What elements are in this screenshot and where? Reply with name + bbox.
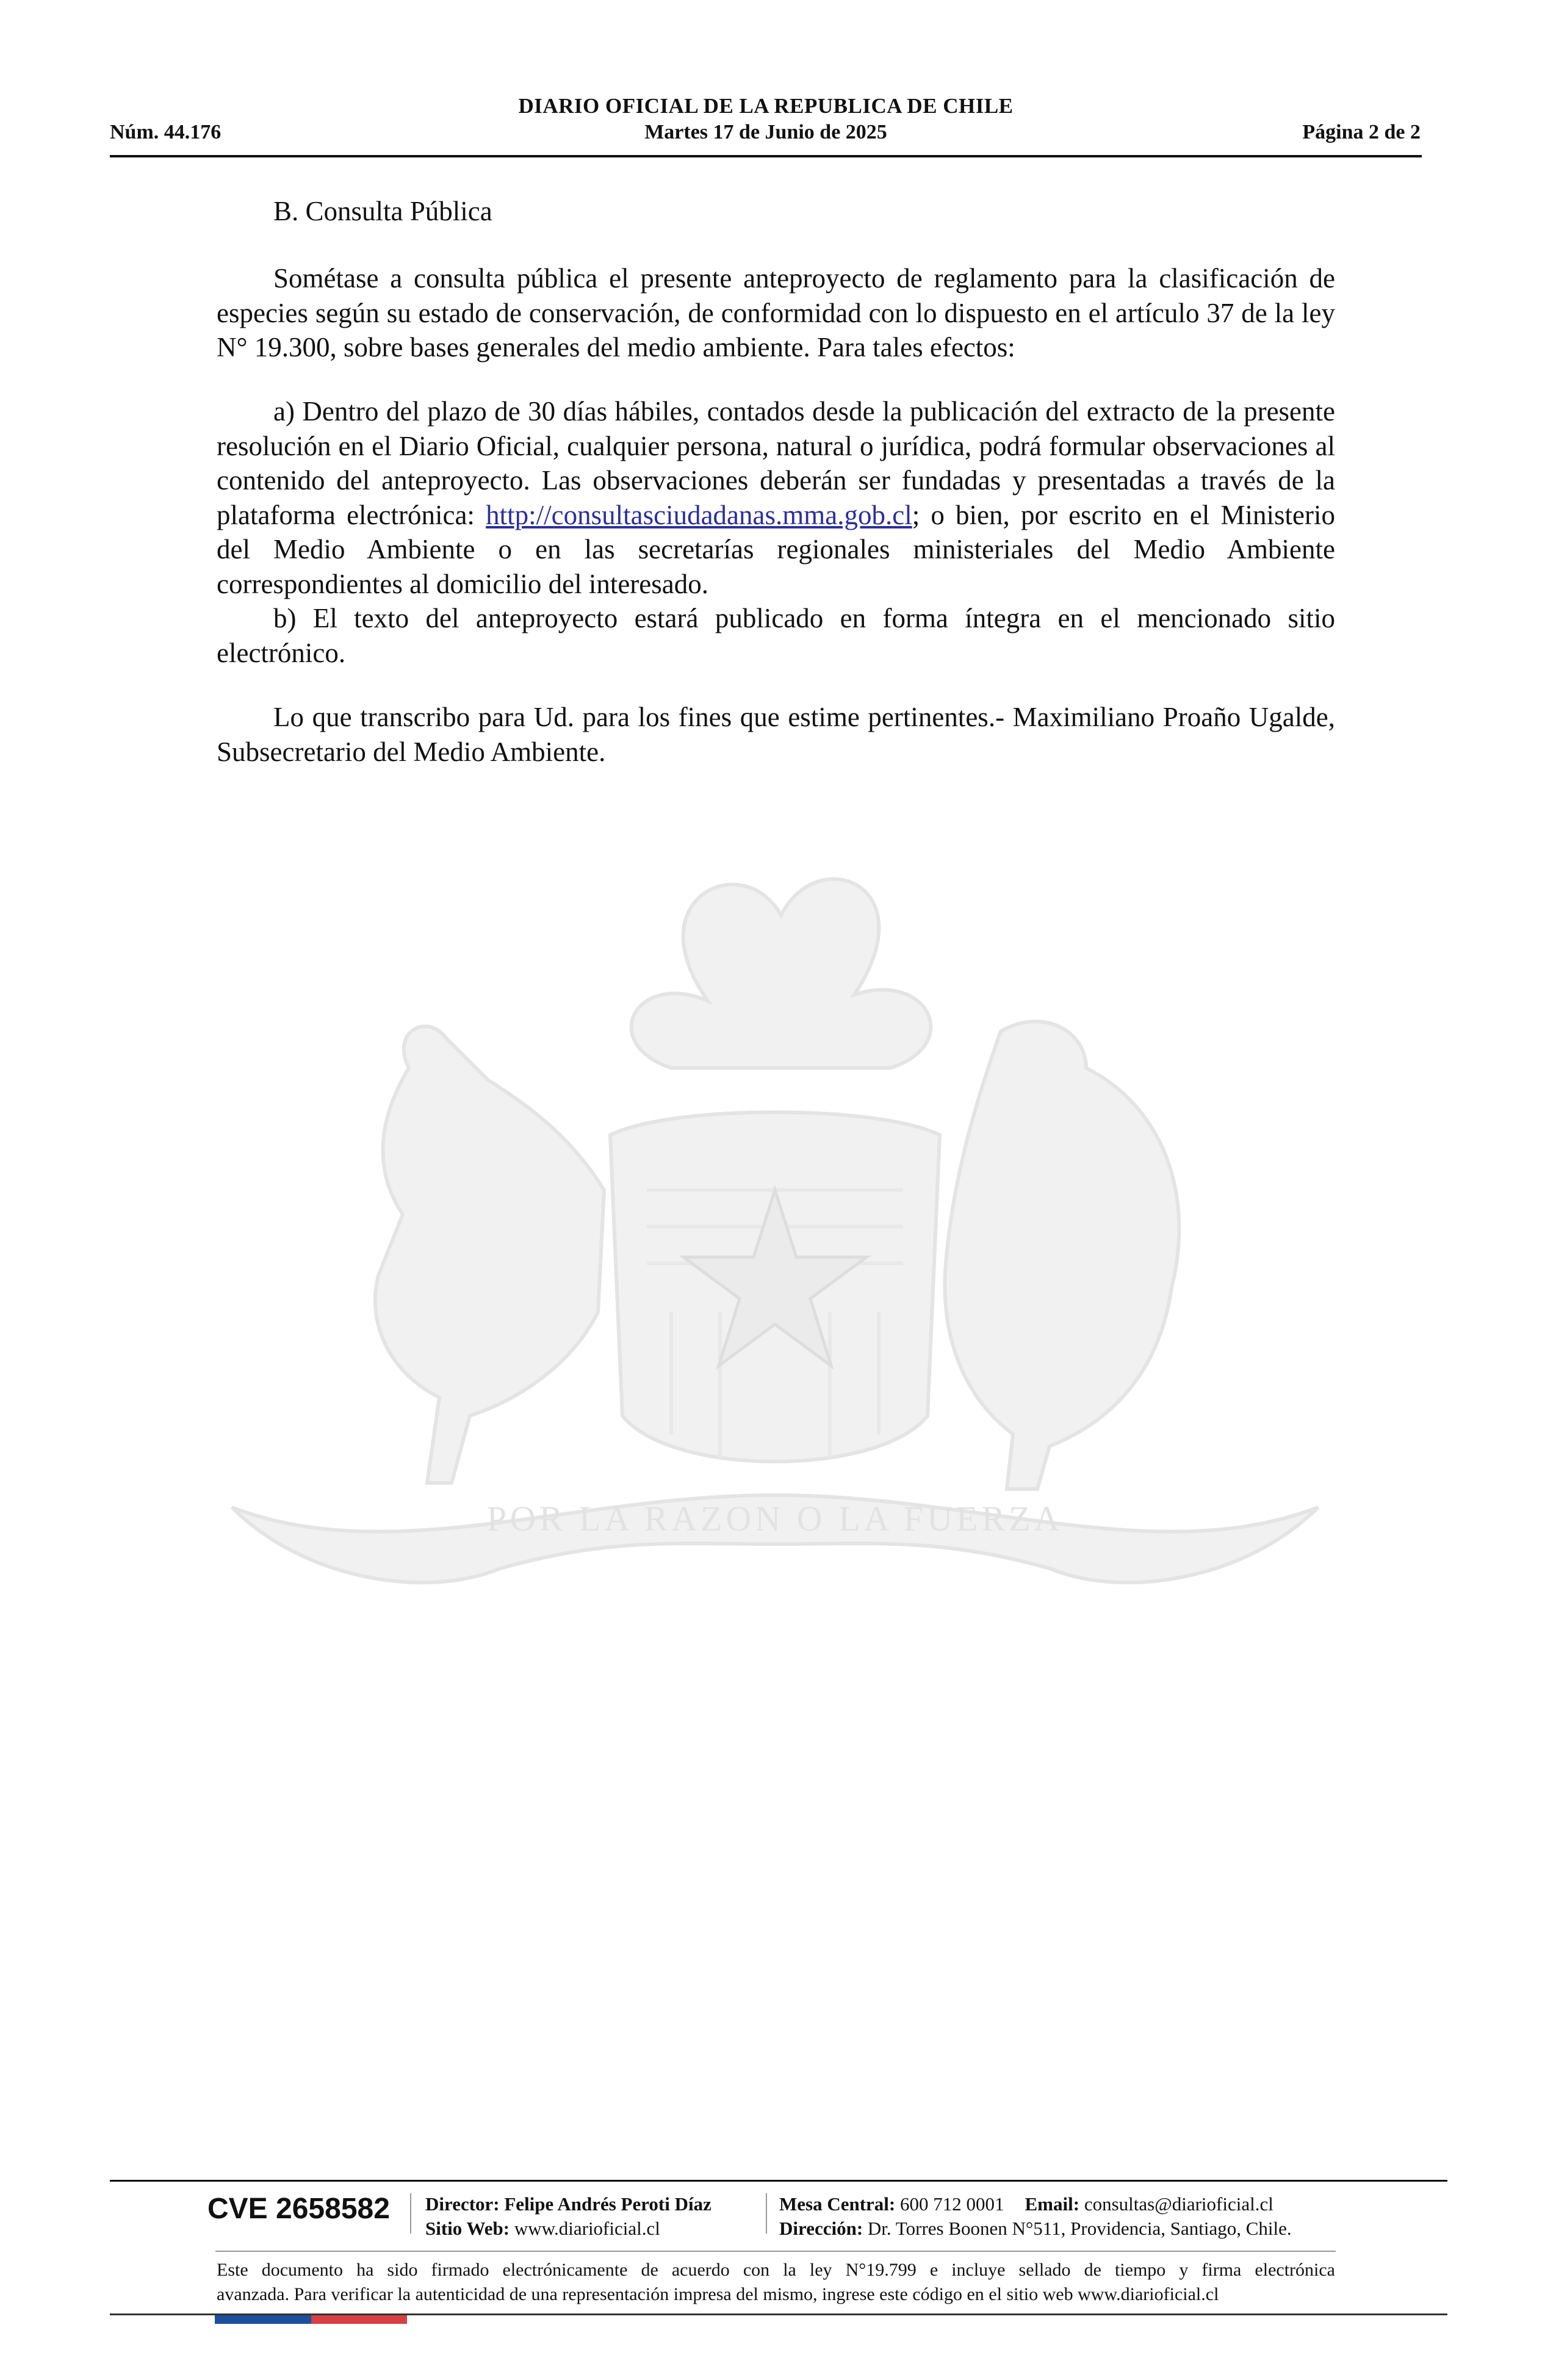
- signature-note-line1: Este documento ha sido firmado electrónicamente de acuerdo con la ley N°19.799 e incluye sellado de tiempo y firma electrónica: [217, 2260, 1335, 2280]
- closing-text: Lo que transcribo para Ud. para los fines que estime pertinentes.- Maximiliano Proaño Ugalde, Subsecretario del Medio Ambiente.: [217, 702, 1335, 767]
- mesa-value: 600 712 0001: [900, 2193, 1004, 2215]
- issue-date: Martes 17 de Junio de 2025: [644, 121, 887, 143]
- address-label: Dirección:: [779, 2218, 863, 2239]
- heading-text: B. Consulta Pública: [273, 196, 492, 226]
- header-divider: [110, 155, 1422, 157]
- huemul-figure: [375, 1026, 604, 1483]
- address-value: Dr. Torres Boonen N°511, Providencia, Santiago, Chile.: [867, 2218, 1292, 2239]
- email-value[interactable]: consultas@diarioficial.cl: [1084, 2193, 1273, 2215]
- footer-separator: [766, 2193, 767, 2234]
- footer-address-line: [779, 2216, 1292, 2241]
- item-a: [217, 394, 1335, 601]
- item-a-text-after: ; o bien, por escrito en el Ministerio del Medio Ambiente o en las secretarías regionales ministeriales del Medio Ambiente correspondientes al domicilio del interesado.: [217, 499, 1336, 599]
- page-indicator: Página 2 de 2: [1302, 121, 1421, 143]
- section-heading: [217, 194, 1335, 229]
- flag-stripe-red: [311, 2315, 407, 2324]
- consultation-link[interactable]: http://consultasciudadanas.mma.gob.cl: [486, 499, 912, 530]
- motto-text: POR LA RAZON O LA FUERZA: [486, 1499, 1064, 1538]
- intro-paragraph: [217, 261, 1335, 365]
- item-a-text: a) Dentro del plazo de 30 días hábiles, contados desde la publicación del extracto de la presente resolución en el Diario Oficial, cualquier persona, natural o jurídica, podrá formular observaciones al contenido del anteproyecto. Las observaciones deberán ser fundadas y presentadas a través de la plataforma electrónica:: [217, 396, 1335, 530]
- plumes-crest: [632, 879, 931, 1068]
- website-value[interactable]: www.diarioficial.cl: [514, 2218, 660, 2239]
- footer-contact-line: [779, 2192, 1273, 2216]
- signature-note-line2: avanzada. Para verificar la autenticidad de una representación impresa del mismo, ingrese este código en el sitio web www.diarioficial.cl: [217, 2284, 1219, 2304]
- cve-code: CVE 2658582: [207, 2193, 390, 2225]
- condor-figure: [945, 1022, 1179, 1489]
- coat-of-arms-watermark: [207, 848, 1342, 1629]
- footer-divider-top: [110, 2180, 1447, 2182]
- issue-number: Núm. 44.176: [110, 121, 222, 143]
- newspaper-title: DIARIO OFICIAL DE LA REPUBLICA DE CHILE: [518, 94, 1014, 118]
- mesa-label: Mesa Central:: [779, 2193, 896, 2215]
- flag-stripe-blue: [215, 2315, 311, 2324]
- closing-paragraph: [217, 700, 1335, 769]
- intro-text: Sométase a consulta pública el presente anteproyecto de reglamento para la clasificación de especies según su estado de conservación, de conformidad con lo dispuesto en el artículo 37 de la ley N° 19.300, sobre bases generales del medio ambiente. Para tales efectos:: [217, 263, 1335, 362]
- email-label: Email:: [1025, 2193, 1080, 2215]
- website-label: Sitio Web:: [425, 2218, 510, 2239]
- director-name: Felipe Andrés Peroti Díaz: [504, 2193, 711, 2215]
- items-block: [217, 394, 1335, 670]
- item-b: b) El texto del anteproyecto estará publicado en forma íntegra en el mencionado sitio electrónico.: [217, 603, 1335, 668]
- footer-divider-mid: [215, 2251, 1336, 2252]
- footer-separator: [410, 2193, 411, 2234]
- director-label: Director:: [425, 2193, 500, 2215]
- footer-director-block: [425, 2192, 711, 2241]
